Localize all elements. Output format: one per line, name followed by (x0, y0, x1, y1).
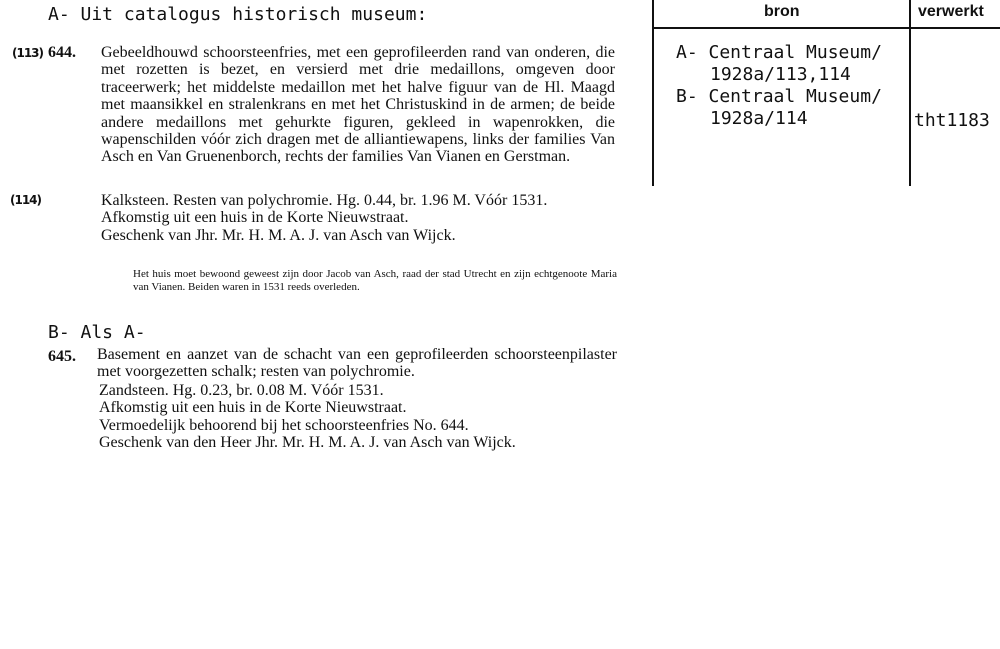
source-a-line-2: 1928a/113,114 (710, 64, 851, 85)
source-b-line-2: 1928a/114 (710, 108, 808, 129)
entry-645-material: Zandsteen. Hg. 0.23, br. 0.08 M. Vóór 1531. (99, 382, 384, 399)
margin-note-114: (114) (10, 193, 42, 207)
entry-number-644: 644. (48, 44, 76, 61)
entry-645-gift: Geschenk van den Heer Jhr. Mr. H. M. A. J. van Asch van Wijck. (99, 434, 516, 452)
verwerkt-value: tht1183 (914, 110, 990, 131)
entry-number-645: 645. (48, 348, 76, 365)
source-a-line-1: A- Centraal Museum/ (676, 42, 882, 63)
entry-644-description: Gebeeldhouwd schoorsteenfries, met een geprofileerden rand van onderen, die met rozetten is bezet, en versierd met drie medaillons, omgeven door traceerwerk; het middelste medaillon met het halve figuur van de Hl. Maagd met maansikkel en stralenkrans en met het Christuskind in de armen; de beide andere medaillons met gehurkte figuren, gekleed in wapenrokken, die wapenschilden vóór zich dragen met de alliantiewapens, links der families Van Asch en Van Gruenenborch, rechts der families Van Vianen en Gerstman. (101, 44, 615, 166)
section-a-heading: A- Uit catalogus historisch museum: (48, 4, 428, 25)
entry-644-origin: Afkomstig uit een huis in de Korte Nieuwstraat. (101, 209, 409, 227)
entry-645-association: Vermoedelijk behoorend bij het schoorsteenfries No. 644. (99, 416, 469, 434)
section-b-heading: B- Als A- (48, 322, 146, 343)
entry-644-material: Kalksteen. Resten van polychromie. Hg. 0.44, br. 1.96 M. Vóór 1531. (101, 192, 548, 209)
entry-644-details (101, 192, 619, 244)
table-header-rule (652, 27, 1000, 29)
column-header-bron: bron (764, 3, 800, 20)
entry-645-details (99, 382, 619, 452)
column-header-verwerkt: verwerkt (918, 3, 984, 20)
margin-note-113: (113) (12, 46, 44, 60)
entry-645-description: Basement en aanzet van de schacht van een geprofileerden schoorsteenpilaster met voorgezetten schalk; resten van polychromie. (97, 346, 617, 381)
entry-644-footnote: Het huis moet bewoond geweest zijn door Jacob van Asch, raad der stad Utrecht en zijn echtgenoote Maria van Vianen. Beiden waren in 1531 reeds overleden. (133, 268, 617, 293)
source-table (652, 0, 1000, 186)
entry-644-gift: Geschenk van Jhr. Mr. H. M. A. J. van Asch van Wijck. (101, 226, 456, 244)
entry-645-origin: Afkomstig uit een huis in de Korte Nieuwstraat. (99, 399, 407, 417)
source-b-line-1: B- Centraal Museum/ (676, 86, 882, 107)
